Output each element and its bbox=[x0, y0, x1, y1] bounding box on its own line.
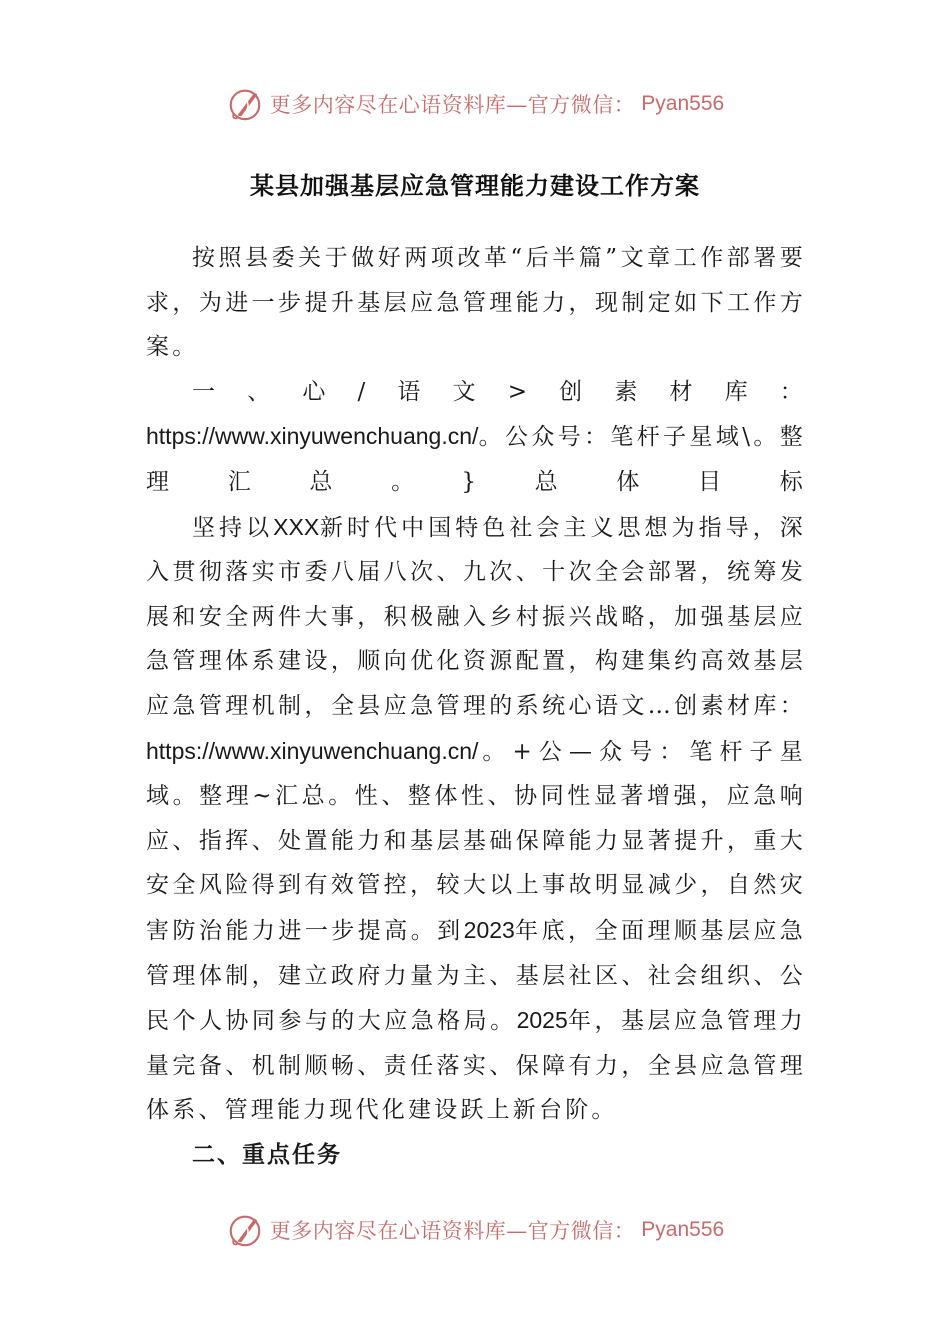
document-title: 某县加强基层应急管理能力建设工作方案 bbox=[250, 172, 700, 200]
intro-paragraph: 按照县委关于做好两项改革“后半篇”文章工作部署要求，为进一步提升基层应急管理能力，现制定如下工作方案。 bbox=[146, 245, 806, 361]
watermark-wechat-id: Pyan556 bbox=[641, 1218, 725, 1241]
goal-paragraph bbox=[146, 505, 806, 1133]
goal-url: https://www.xinyuwenchuang.cn/ bbox=[146, 737, 479, 764]
section2-heading: 二、重点任务 bbox=[192, 1141, 342, 1168]
section1-suffix: 。公众号：笔杆子星域\。整理汇总。}总体目标 bbox=[146, 424, 806, 495]
quill-pen-circle-icon bbox=[226, 85, 264, 123]
section1-heading-paragraph bbox=[146, 370, 806, 505]
watermark-wechat-id: Pyan556 bbox=[641, 92, 725, 115]
goal-part1: 坚持以 bbox=[192, 514, 274, 541]
section1-prefix: 一、心/语文>创素材库： bbox=[192, 378, 806, 405]
goal-part3: 。+公—众号：笔杆子星域。整理~汇总。性、整体性、协同性显著增强，应急响应、指挥、处置能力和基层基础保障能力显著提升，重大安全风险得到有效管控，较大以上事故明显减少，自然灾害防治能力进一步提高。到 bbox=[146, 738, 806, 944]
goal-part5: 年，基层应急管理力量完备、机制顺畅、责任落实、保障有力，全县应急管理体系、管理能力现代化建设跃上新台阶。 bbox=[146, 1008, 806, 1124]
watermark-banner-bottom bbox=[0, 1208, 950, 1252]
watermark-banner-top bbox=[0, 82, 950, 126]
goal-year-2025: 2025 bbox=[516, 1007, 568, 1034]
goal-xxx: XXX bbox=[273, 513, 320, 540]
goal-year-2023: 2023 bbox=[463, 916, 515, 943]
quill-pen-circle-icon bbox=[226, 1211, 264, 1249]
watermark-text: 更多内容尽在心语资料库—官方微信： bbox=[269, 93, 636, 117]
document-body bbox=[146, 236, 806, 1177]
goal-part4: 年底，全面理顺基层应急管理体制，建立政府力量为主、基层社区、社会组织、公民个人协同参与的大应急格局。 bbox=[146, 917, 807, 1035]
watermark-text: 更多内容尽在心语资料库—官方微信： bbox=[269, 1219, 636, 1243]
goal-part2: 新时代中国特色社会主义思想为指导，深入贯彻落实市委八届八次、九次、十次全会部署，统筹发展和安全两件大事，积极融入乡村振兴战略，加强基层应急管理体系建设，顺向优化资源配置，构建集约高效基层应急管理机制，全县应急管理的系统心语文…创素材库： bbox=[146, 514, 806, 719]
section1-url: https://www.xinyuwenchuang.cn/ bbox=[146, 423, 479, 450]
